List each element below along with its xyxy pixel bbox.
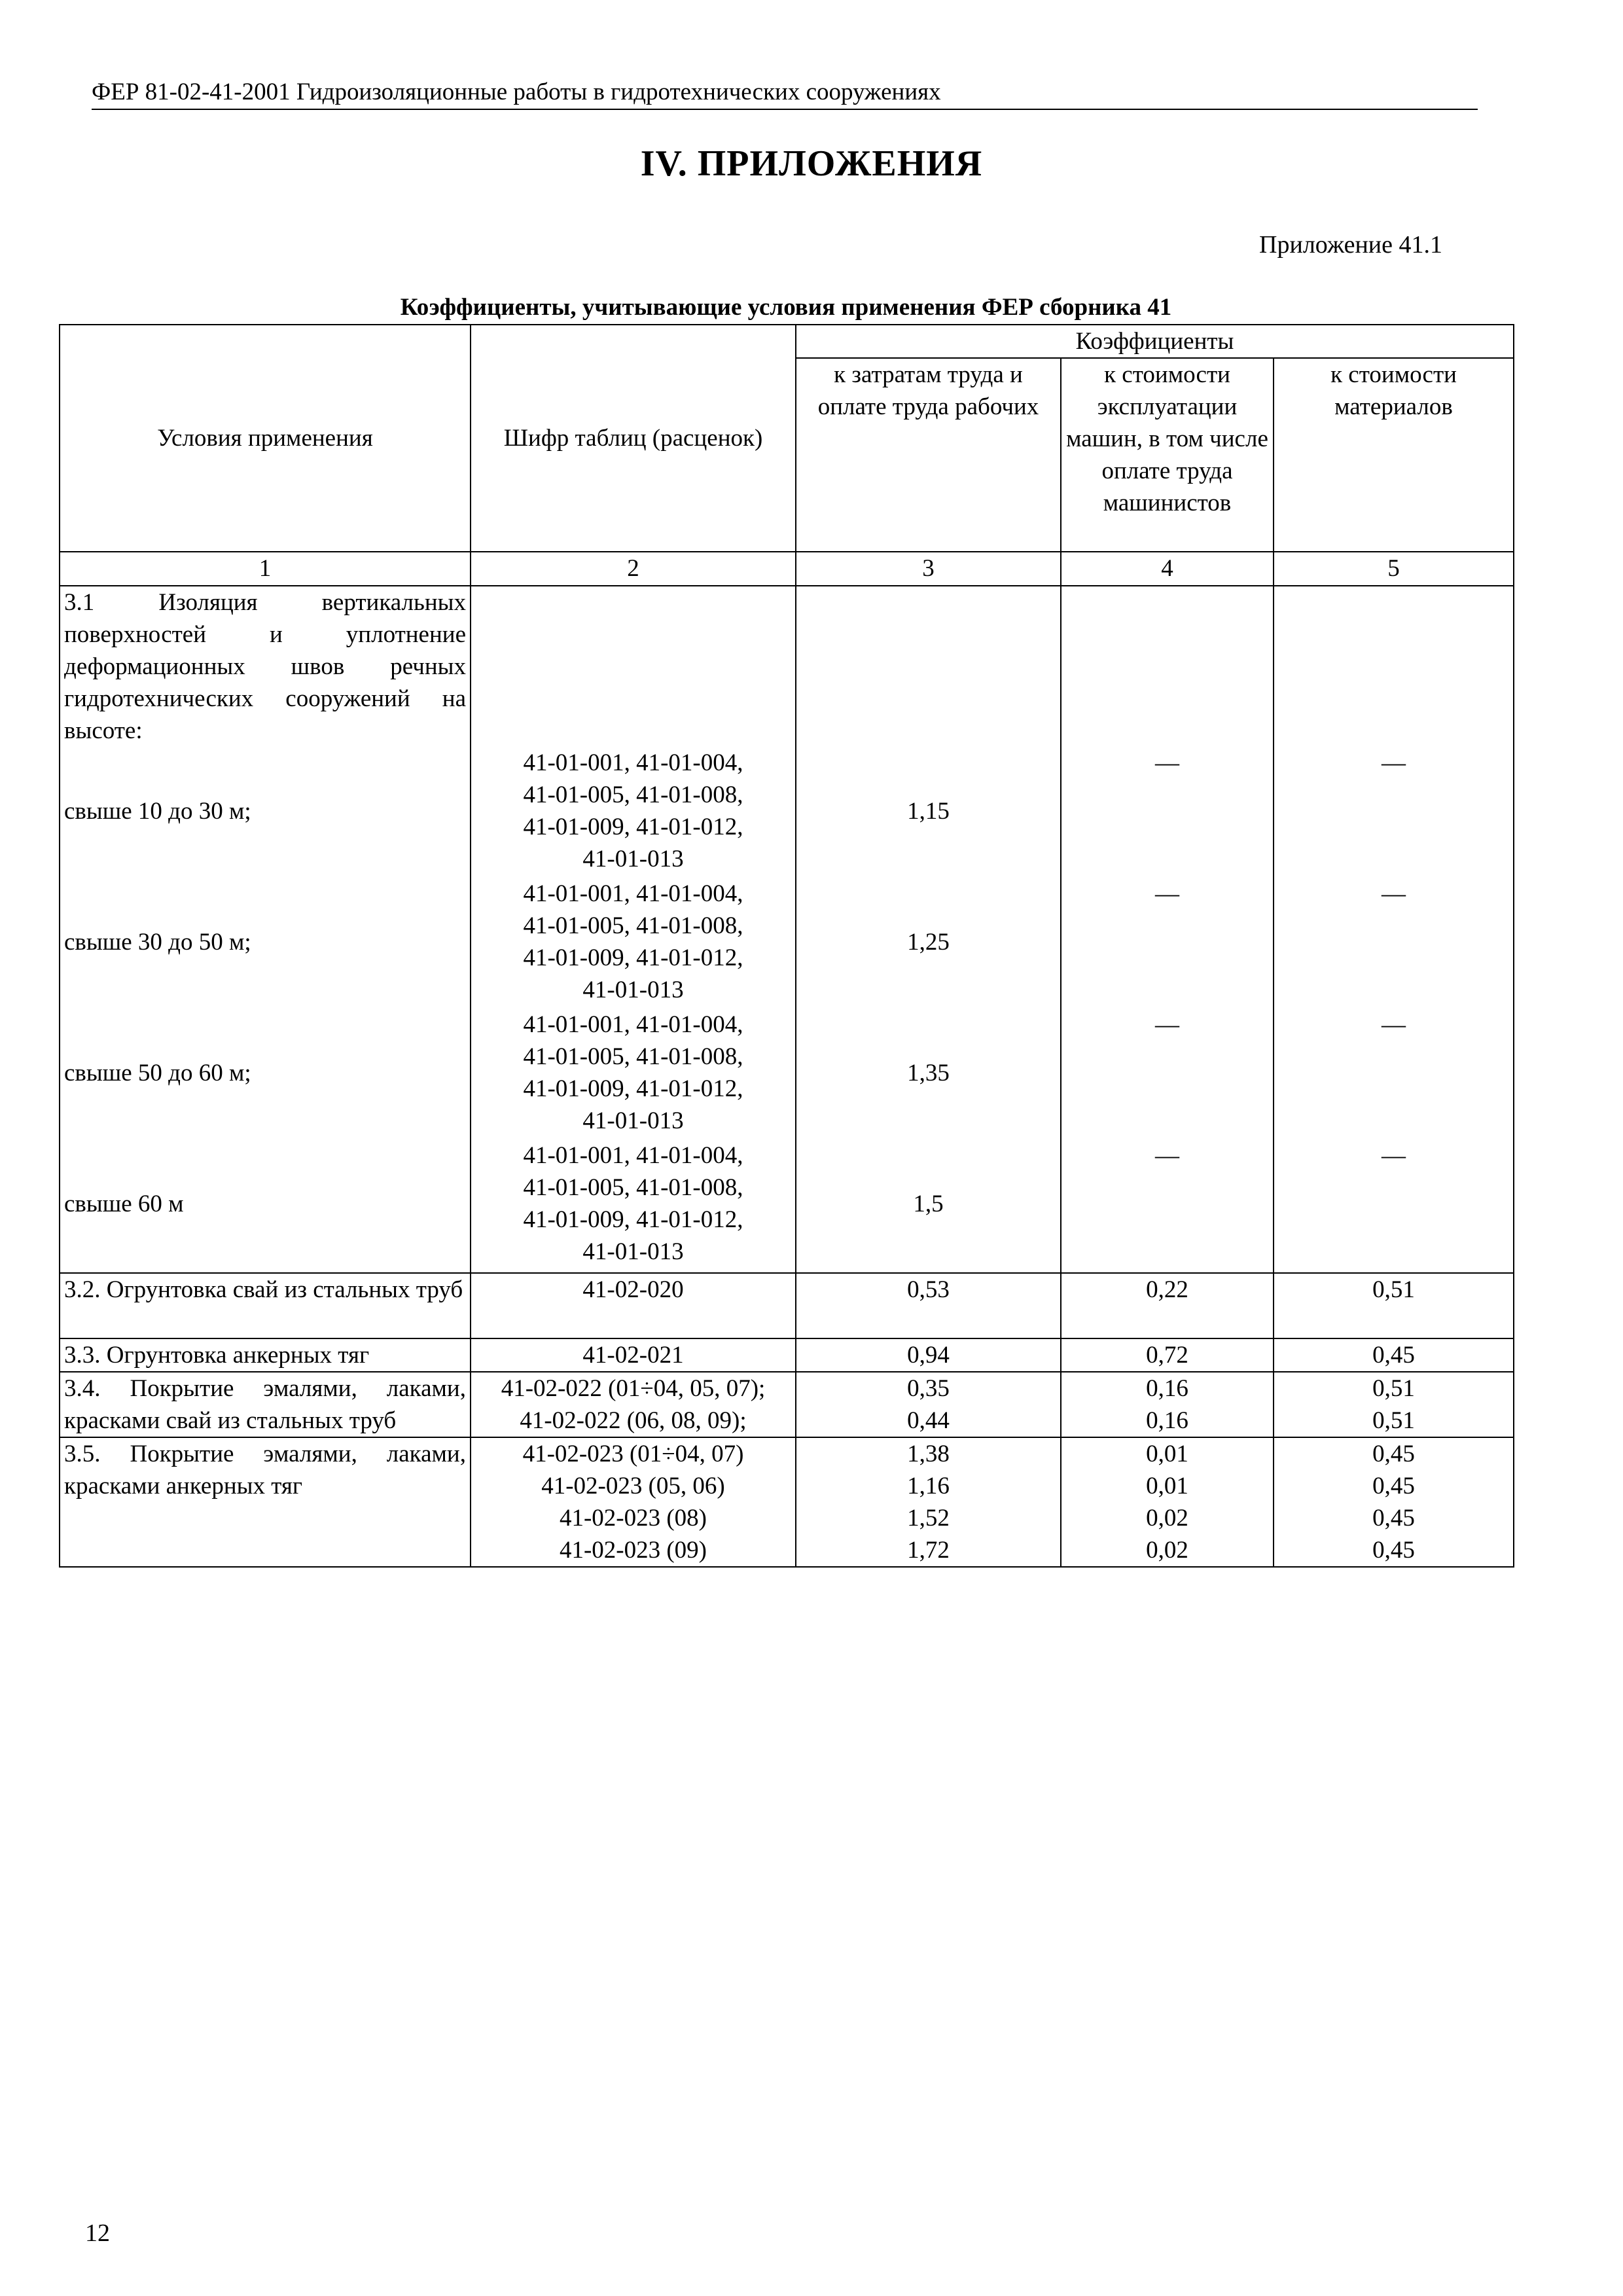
labor-coefficient: 1,5 bbox=[913, 1190, 944, 1217]
height-condition: свыше 50 до 60 м; bbox=[64, 1059, 251, 1086]
table-code: 41-01-005, 41-01-008, bbox=[523, 1043, 743, 1070]
materials-coefficient: — bbox=[1382, 880, 1406, 907]
labor-coefficient: 1,72 bbox=[907, 1537, 950, 1564]
table-row bbox=[60, 1273, 1514, 1338]
column-number: 2 bbox=[471, 552, 796, 586]
table-code: 41-01-005, 41-01-008, bbox=[523, 781, 743, 808]
labor-coefficient: 1,16 bbox=[907, 1473, 950, 1499]
labor-coefficient: 0,35 bbox=[907, 1375, 950, 1402]
section-3-1-title-row bbox=[60, 586, 1514, 747]
materials-coefficient: 0,51 bbox=[1372, 1375, 1415, 1402]
labor-coefficient: 1,38 bbox=[907, 1441, 950, 1467]
table-code: 41-01-001, 41-01-004, bbox=[523, 749, 743, 776]
table-code: 41-01-009, 41-01-012, bbox=[523, 1075, 743, 1102]
height-condition: свыше 30 до 50 м; bbox=[64, 928, 251, 956]
header-cipher: Шифр таблиц (расценок) bbox=[471, 325, 796, 552]
labor-coefficient: 0,44 bbox=[907, 1407, 950, 1434]
machines-coefficient: 0,02 bbox=[1146, 1537, 1188, 1564]
materials-coefficient: 0,45 bbox=[1372, 1441, 1415, 1467]
table-code: 41-02-022 (06, 08, 09); bbox=[520, 1407, 747, 1434]
table-row bbox=[60, 878, 1514, 1009]
table-code: 41-01-013 bbox=[582, 977, 684, 1003]
table-code: 41-01-009, 41-01-012, bbox=[523, 814, 743, 840]
materials-coefficient: — bbox=[1382, 1142, 1406, 1169]
machines-coefficient: — bbox=[1155, 749, 1179, 776]
machines-coefficient: 0,01 bbox=[1146, 1473, 1188, 1499]
table-code: 41-01-005, 41-01-008, bbox=[523, 1174, 743, 1201]
table-caption: Коэффициенты, учитывающие условия применения ФЕР сборника 41 bbox=[400, 294, 1172, 321]
section-title: IV. ПРИЛОЖЕНИЯ bbox=[640, 143, 983, 184]
column-number: 4 bbox=[1061, 552, 1274, 586]
header-labor: к затратам труда и оплате труда рабочих bbox=[796, 358, 1061, 552]
page-number: 12 bbox=[85, 2219, 110, 2247]
table-row bbox=[60, 1338, 1514, 1372]
materials-coefficient: — bbox=[1382, 749, 1406, 776]
materials-coefficient: 0,45 bbox=[1372, 1473, 1415, 1499]
table-code: 41-02-022 (01÷04, 05, 07); bbox=[501, 1375, 766, 1402]
labor-coefficient: 0,94 bbox=[796, 1338, 1061, 1372]
section-3-1-title: 3.1 Изоляция вертикальных поверхностей и уплотнение деформационных швов речных гидротехнических сооружений на высоте: bbox=[60, 586, 471, 747]
table-row bbox=[60, 1009, 1514, 1139]
column-number: 5 bbox=[1274, 552, 1514, 586]
table-code: 41-01-009, 41-01-012, bbox=[523, 944, 743, 971]
running-title: ФЕР 81-02-41-2001 Гидроизоляционные работы в гидротехнических сооружениях bbox=[92, 77, 1478, 110]
table-code: 41-01-001, 41-01-004, bbox=[523, 1011, 743, 1038]
materials-coefficient: 0,45 bbox=[1372, 1537, 1415, 1564]
materials-coefficient: 0,45 bbox=[1372, 1505, 1415, 1532]
header-machines: к стоимости эксплуатации машин, в том числе оплате труда машинистов bbox=[1061, 358, 1274, 552]
labor-coefficient: 1,25 bbox=[907, 928, 950, 956]
table-code: 41-02-023 (05, 06) bbox=[541, 1473, 725, 1499]
row-3-3-condition: 3.3. Огрунтовка анкерных тяг bbox=[60, 1338, 471, 1372]
machines-coefficient: 0,16 bbox=[1146, 1407, 1188, 1434]
labor-coefficient: 1,52 bbox=[907, 1505, 950, 1532]
machines-coefficient: 0,02 bbox=[1146, 1505, 1188, 1532]
table-code: 41-01-001, 41-01-004, bbox=[523, 1142, 743, 1169]
labor-coefficient: 1,15 bbox=[907, 797, 950, 825]
coefficients-table bbox=[59, 324, 1514, 1568]
row-3-4-condition: 3.4. Покрытие эмалями, лаками, красками свай из стальных труб bbox=[60, 1372, 471, 1437]
row-3-5-condition: 3.5. Покрытие эмалями, лаками, красками анкерных тяг bbox=[60, 1437, 471, 1567]
machines-coefficient: 0,72 bbox=[1061, 1338, 1274, 1372]
labor-coefficient: 0,53 bbox=[796, 1273, 1061, 1338]
table-code: 41-02-021 bbox=[471, 1338, 796, 1372]
table-code: 41-01-013 bbox=[582, 846, 684, 872]
machines-coefficient: 0,22 bbox=[1061, 1273, 1274, 1338]
appendix-label: Приложение 41.1 bbox=[1259, 231, 1442, 259]
table-code: 41-01-013 bbox=[582, 1238, 684, 1265]
header-materials: к стоимости материалов bbox=[1274, 358, 1514, 552]
table-code: 41-01-009, 41-01-012, bbox=[523, 1206, 743, 1233]
header-conditions: Условия применения bbox=[60, 325, 471, 552]
table-code: 41-02-020 bbox=[471, 1273, 796, 1338]
height-condition: свыше 60 м bbox=[64, 1190, 184, 1217]
table-row bbox=[60, 747, 1514, 878]
materials-coefficient: — bbox=[1382, 1011, 1406, 1038]
row-3-2-condition: 3.2. Огрунтовка свай из стальных труб bbox=[60, 1273, 471, 1338]
machines-coefficient: 0,01 bbox=[1146, 1441, 1188, 1467]
table-code: 41-02-023 (09) bbox=[559, 1537, 707, 1564]
labor-coefficient: 1,35 bbox=[907, 1059, 950, 1086]
table-code: 41-02-023 (01÷04, 07) bbox=[522, 1441, 744, 1467]
materials-coefficient: 0,45 bbox=[1274, 1338, 1514, 1372]
machines-coefficient: — bbox=[1155, 1011, 1179, 1038]
table-code: 41-01-013 bbox=[582, 1107, 684, 1134]
table-code: 41-02-023 (08) bbox=[559, 1505, 707, 1532]
materials-coefficient: 0,51 bbox=[1274, 1273, 1514, 1338]
table-code: 41-01-001, 41-01-004, bbox=[523, 880, 743, 907]
table-row bbox=[60, 1437, 1514, 1567]
materials-coefficient: 0,51 bbox=[1372, 1407, 1415, 1434]
column-number: 3 bbox=[796, 552, 1061, 586]
table-row bbox=[60, 1372, 1514, 1437]
table-code: 41-01-005, 41-01-008, bbox=[523, 912, 743, 939]
column-numbers-row bbox=[60, 552, 1514, 586]
height-condition: свыше 10 до 30 м; bbox=[64, 797, 251, 825]
machines-coefficient: 0,16 bbox=[1146, 1375, 1188, 1402]
machines-coefficient: — bbox=[1155, 1142, 1179, 1169]
header-coefficients: Коэффициенты bbox=[796, 325, 1514, 358]
table-row bbox=[60, 1139, 1514, 1273]
column-number: 1 bbox=[60, 552, 471, 586]
machines-coefficient: — bbox=[1155, 880, 1179, 907]
